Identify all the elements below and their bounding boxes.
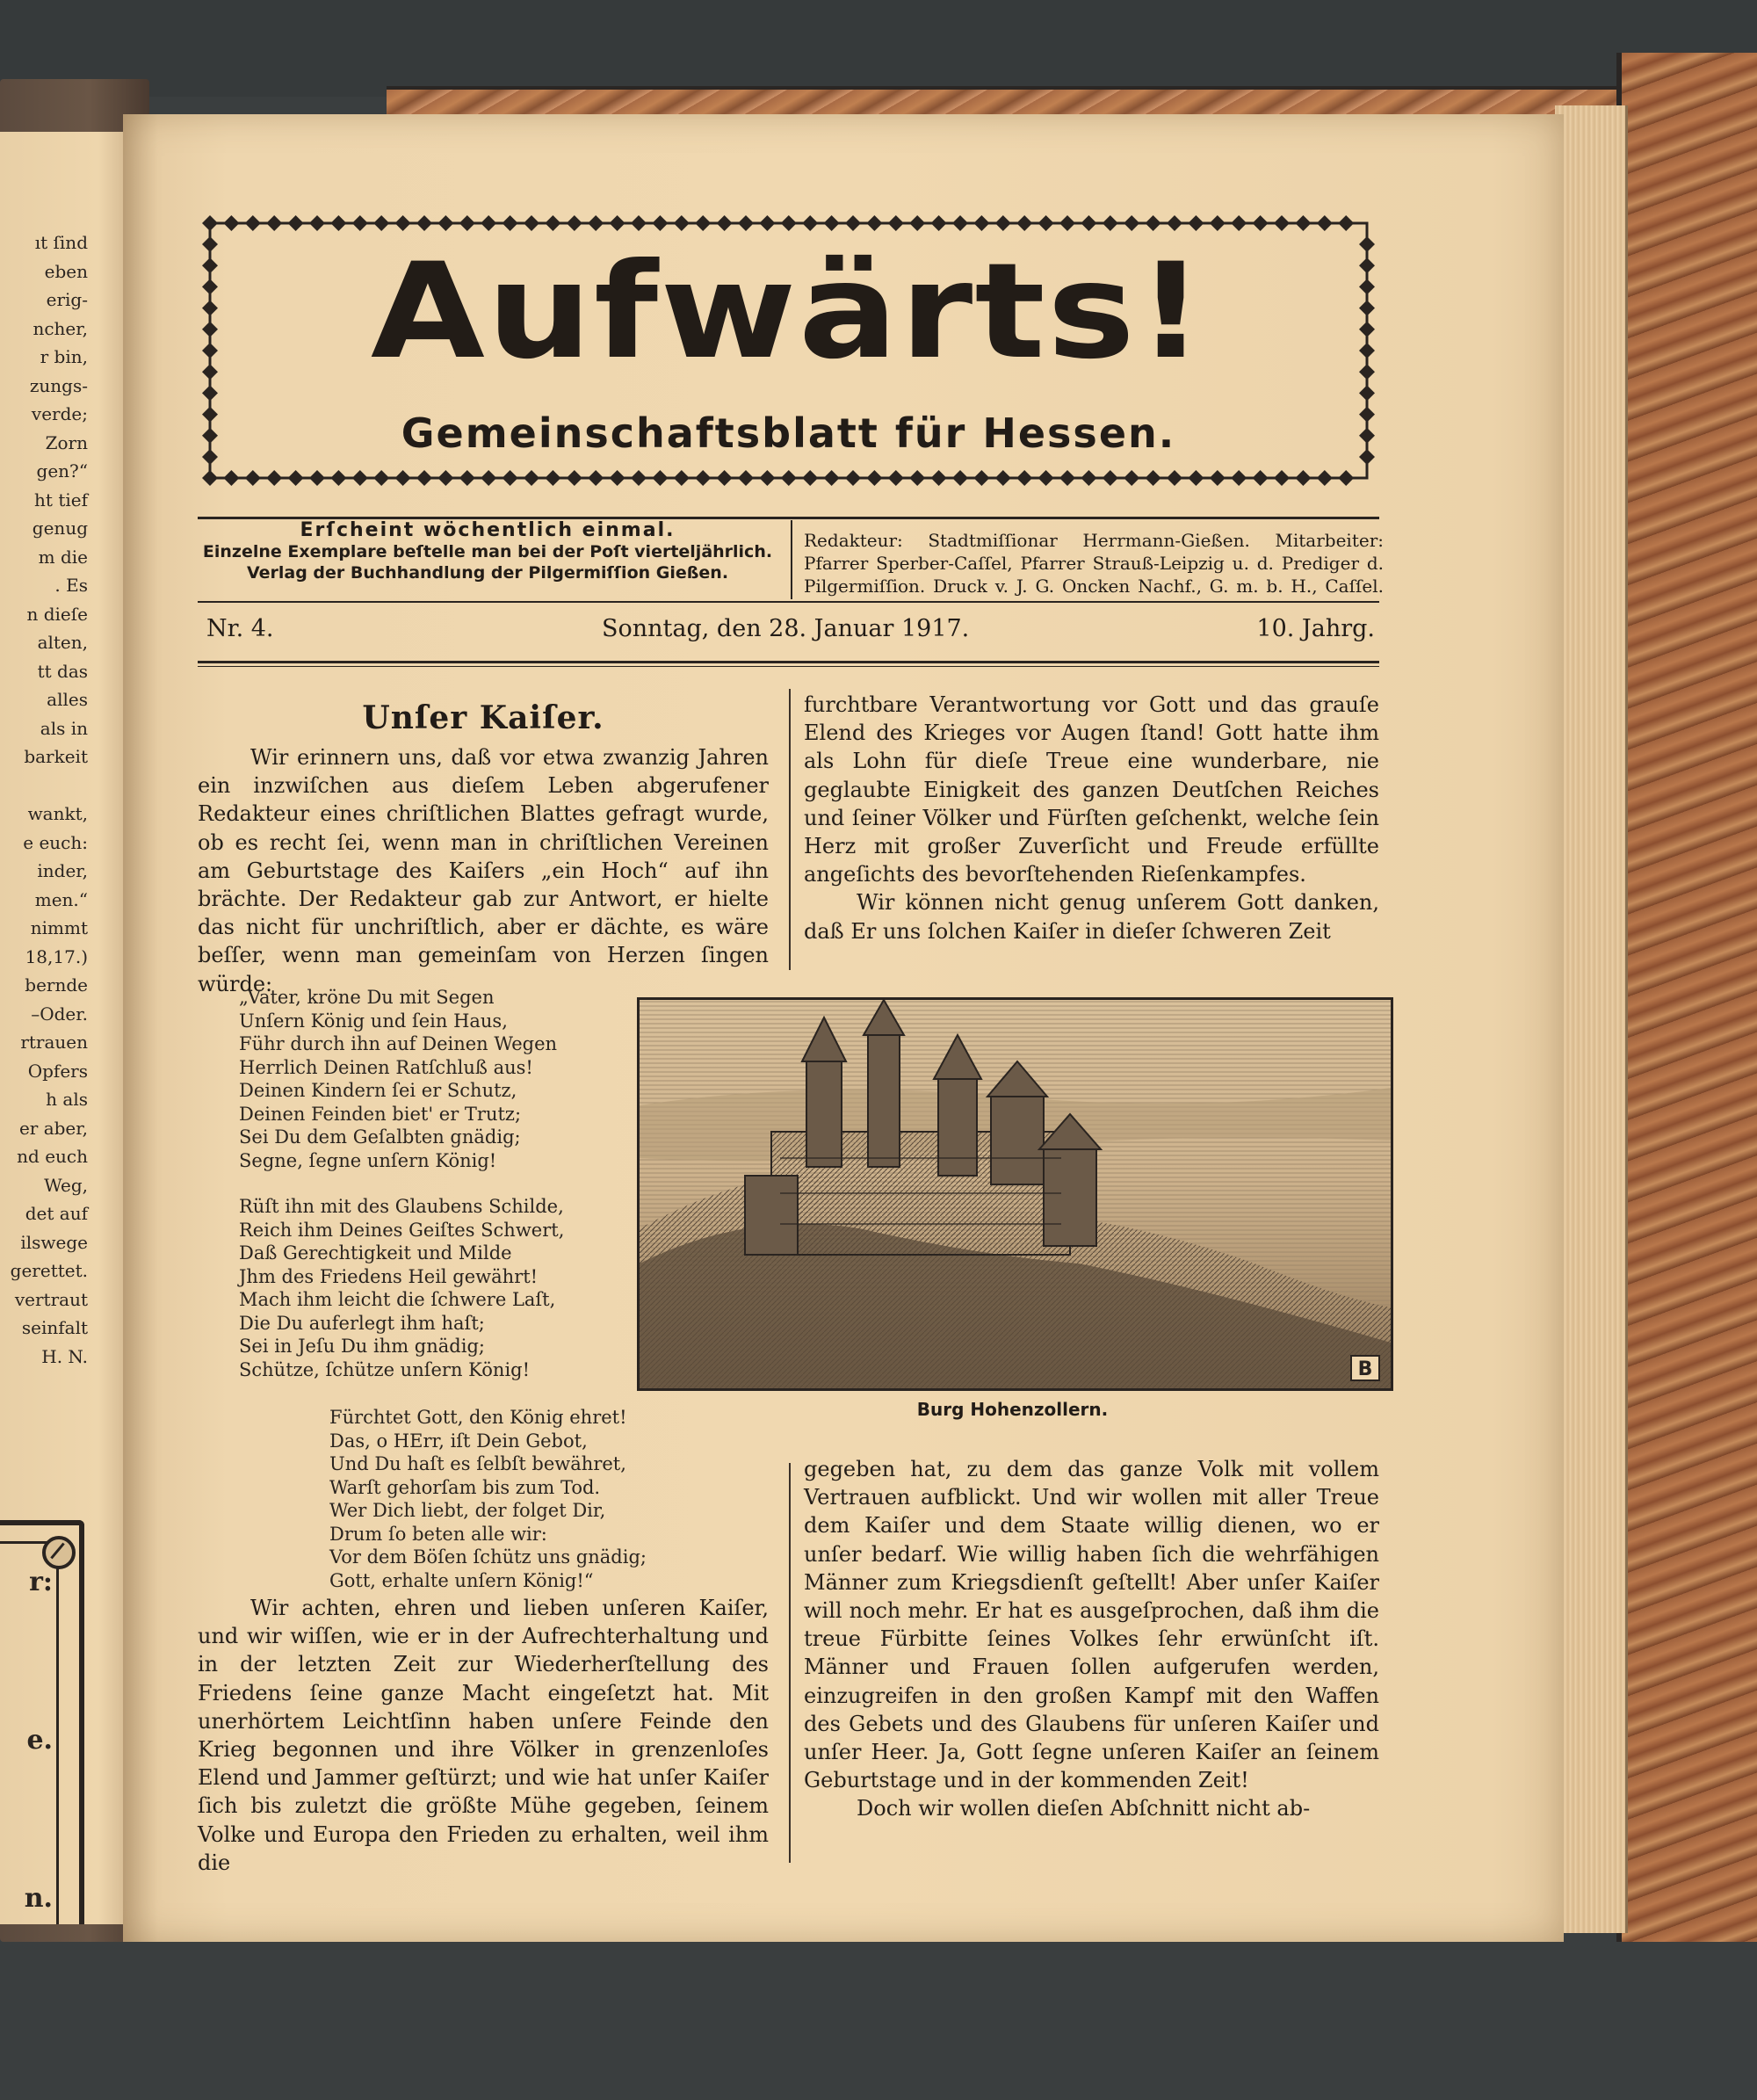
diamond-ornament (1317, 470, 1333, 486)
diamond-ornament (567, 470, 582, 486)
article-heading: Unſer Kaiſer. (362, 699, 604, 736)
diamond-ornament (717, 470, 733, 486)
diamond-ornament (695, 215, 711, 231)
diamond-ornament (952, 470, 968, 486)
diamond-ornament (1274, 470, 1290, 486)
diamond-ornament (759, 470, 775, 486)
diamond-ornament (1146, 470, 1161, 486)
diamond-ornament (652, 470, 668, 486)
diamond-ornament (866, 215, 882, 231)
diamond-ornament (524, 215, 539, 231)
diamond-ornament (545, 470, 560, 486)
diamond-ornament (1016, 470, 1032, 486)
diamond-ornament (631, 470, 647, 486)
article-paragraph-2: Wir achten, ehren und lieben unſeren Kaiſer, und wir wiſſen, wie er in der Aufrechterhaltung und in der letzten Zeit zur Wiederherſtellung des Friedens ſeine ganze Macht eingeſetzt hat. Mit unerhörtem Leichtſinn haben unſere Feinde den Krieg begonnen und ihre Völker in grenzenloſes Elend und Jammer geſtürzt; und wie hat unſer Kaiſer ſich bis zuletzt die größte Mühe gegeben, ſeinem Volke und Europa den Frieden zu erhalten, weil ihm die (198, 1596, 769, 1875)
info-printer: Pilgermiſſion. Druck v. J. G. Oncken Nachf., G. m. b. H., Caſſel. (804, 576, 1384, 597)
diamond-ornament (202, 385, 218, 401)
diamond-ornament (973, 215, 989, 231)
diamond-ornament (802, 215, 818, 231)
diamond-ornament (845, 215, 861, 231)
diamond-ornament (1124, 215, 1139, 231)
diamond-ornament (952, 215, 968, 231)
diamond-ornament (352, 215, 368, 231)
article-paragraph-3: furchtbare Verantwortung vor Gott und das grauſe Elend des Krieges vor Augen ſtand! Gott hatte ihm als Lohn für dieſe Treue eine wunderbare, nie geglaubte Einigkeit des ganzen Deutſchen Reiches und ſeiner Völker und Fürſten geſchenkt, welche ſein Herz mit großer Zuverſicht und Freude erfüllte angeſichts des bevorſtehenden Rieſenkampfes. Wir können nicht genug unſerem Gott danken, daß Er uns ſolchen Kaiſer in dieſer ſchweren Zeit (804, 692, 1379, 944)
diamond-ornament (309, 470, 325, 486)
diamond-ornament (352, 470, 368, 486)
masthead (198, 211, 1379, 490)
diamond-ornament (845, 470, 861, 486)
editor-info (804, 529, 1384, 597)
poem-stanza-3: Fürchtet Gott, den König ehret! Das, o HErr, iſt Dein Gebot, Und Du haſt es ſelbſt bewähret, Warſt gehorſam bis zum Tod. Wer Dich liebt, der folget Dir, Drum ſo beten alle wir: Vor dem Böſen ſchütz uns gnädig; Gott, erhalte unſern König!“ (329, 1407, 647, 1591)
castle-illustration (637, 997, 1393, 1391)
diamond-ornament (202, 470, 218, 486)
publication-info (198, 520, 777, 583)
diamond-ornament (1167, 470, 1182, 486)
issue-number: Nr. 4. (206, 615, 274, 642)
diamond-ornament (588, 215, 604, 231)
diamond-ornament (266, 470, 282, 486)
diamond-ornament (1103, 470, 1118, 486)
diamond-ornament (781, 215, 797, 231)
diamond-ornament (995, 470, 1011, 486)
diamond-ornament (437, 215, 453, 231)
masthead-title: Aufwärts! (370, 235, 1207, 388)
article-paragraph-4: gegeben hat, zu dem das ganze Volk mit vollem Vertrauen aufblickt. Und wir wollen mit aller Treue dem Kaiſer und dem Staate willig dienen, wo er unſer bedarf. Wie willig haben ſich die wehrfähigen Männer zum Kriegsdienſt geſtellt! Aber unſer Kaiſer will noch mehr. Er hat es ausgeſprochen, daß ihm die treue Fürbitte ſeines Volkes ſehr erwünſcht iſt. Männer und Frauen ſollen aufgerufen werden, einzugreifen in den großen Kampf mit den Waffen des Gebets und des Glaubens für unſeren Kaiſer und unſer Heer. Ja, Gott ſegne unſeren Kaiſer an ſeinem Geburtstage und in der kommenden Zeit! Doch wir wollen dieſen Abſchnitt nicht ab- (804, 1457, 1379, 1821)
left-page-text: ıt ſind eben erig- ncher, r bin, zungs- verde; Zorn gen?“ ht tief genug m die . Es n dieſe alten, tt das alles als in barkeit wankt, e euch: inder, men.“ nimmt 18,17.) bernde –Oder. rtrauen Opfers h als er aber, nd euch Weg, det auf ilswege gerettet. vertraut seinfalt H. N. (10, 232, 88, 1367)
diamond-ornament (1210, 215, 1226, 231)
diamond-ornament (824, 470, 840, 486)
diamond-ornament (824, 215, 840, 231)
diamond-ornament (1231, 215, 1247, 231)
diamond-ornament (1253, 470, 1269, 486)
masthead-subtitle: Gemeinschaftsblatt für Hessen. (401, 409, 1176, 457)
diamond-ornament (631, 215, 647, 231)
diamond-ornament (1210, 470, 1226, 486)
diamond-ornament (888, 470, 904, 486)
diamond-ornament (288, 215, 304, 231)
diamond-ornament (1103, 215, 1118, 231)
diamond-ornament (1338, 215, 1354, 231)
diamond-ornament (395, 470, 411, 486)
diamond-ornament (909, 470, 925, 486)
left-frame-text: r: e. n. (24, 1567, 53, 1914)
diamond-ornament (373, 215, 389, 231)
page-edges (1555, 105, 1628, 1933)
diamond-ornament (1081, 215, 1096, 231)
diamond-ornament (1016, 215, 1032, 231)
diamond-ornament (503, 215, 518, 231)
diamond-ornament (1231, 470, 1247, 486)
diamond-ornament (802, 470, 818, 486)
diamond-ornament (1317, 215, 1333, 231)
diamond-ornament (245, 215, 261, 231)
diamond-ornament (1253, 215, 1269, 231)
diamond-ornament (781, 470, 797, 486)
diamond-ornament (416, 215, 432, 231)
diamond-ornament (738, 215, 754, 231)
diamond-ornament (717, 215, 733, 231)
info-publisher: Verlag der Buchhandlung der Pilgermiſſion Gießen. (246, 563, 729, 583)
diamond-ornament (610, 470, 625, 486)
diamond-ornament (288, 470, 304, 486)
diamond-ornament (1059, 470, 1075, 486)
poem-stanza-1: „Vater, kröne Du mit Segen Unſern König und ſein Haus, Führ durch ihn auf Deinen Wegen Herrlich Deinen Ratſchluß aus! Deinen Kindern ſei er Schutz, Deinen Feinden biet' er Trutz; Sei Du dem Geſalbten gnädig; Segne, ſegne unſern König! (239, 987, 558, 1171)
diamond-ornament (1167, 215, 1182, 231)
diamond-ornament (245, 470, 261, 486)
divider (198, 601, 1379, 603)
diamond-ornament (909, 215, 925, 231)
book-cover-right (1616, 53, 1757, 1942)
diamond-ornament (416, 470, 432, 486)
left-page-ornament-frame (0, 1520, 84, 1924)
diamond-ornament (1295, 215, 1311, 231)
diamond-ornament (481, 470, 496, 486)
diamond-ornament (395, 215, 411, 231)
column-rule (789, 1463, 791, 1863)
diamond-ornament (567, 215, 582, 231)
diamond-ornament (674, 215, 690, 231)
diamond-ornament (995, 215, 1011, 231)
diamond-ornament (652, 215, 668, 231)
diamond-ornament (437, 470, 453, 486)
diamond-ornament (1338, 470, 1354, 486)
article-paragraph-1: Wir erinnern uns, daß vor etwa zwanzig Jahren ein inzwiſchen aus dieſem Leben abgerufener Redakteur eines chriſtlichen Blattes gefragt wurde, ob es recht ſei, wenn man in chriſtlichen Vereinen am Geburtstage des Kaiſers „ein Hoch“ auf ihn brächte. Der Redakteur gab zur Antwort, er hielte das nicht für unchriſtlich, aber er dächte, es wäre beſſer, wenn man gemeinſam von Herzen ſingen würde: (198, 745, 769, 996)
castle-engraving (640, 1000, 1391, 1388)
diamond-ornament (1038, 470, 1054, 486)
diamond-ornament (588, 470, 604, 486)
diamond-ornament (866, 470, 882, 486)
diamond-ornament (1146, 215, 1161, 231)
artist-mark: B (1357, 1358, 1373, 1380)
diamond-ornament (481, 215, 496, 231)
diamond-ornament (695, 470, 711, 486)
info-frequency: Erſcheint wöchentlich einmal. (300, 519, 676, 541)
diamond-ornament (674, 470, 690, 486)
diamond-ornament (931, 470, 947, 486)
info-editor: Redakteur: Stadtmiſſionar Herrmann-Gießen. Mitarbeiter: (804, 530, 1384, 551)
diamond-ornament (1274, 215, 1290, 231)
left-page (0, 132, 141, 1924)
diamond-ornament (202, 215, 218, 231)
diamond-ornament (738, 470, 754, 486)
divider (791, 520, 792, 599)
divider (198, 661, 1379, 663)
diamond-ornament (266, 215, 282, 231)
diamond-ornament (931, 215, 947, 231)
diamond-ornament (545, 215, 560, 231)
poem-stanza-2: Rüſt ihn mit des Glaubens Schilde, Reich ihm Deines Geiſtes Schwert, Daß Gerechtigkeit und Milde Jhm des Friedens Heil gewährt! Mach ihm leicht die ſchwere Laſt, Die Du auferlegt ihm haſt; Sei in Jeſu Du ihm gnädig; Schütze, ſchütze unſern König! (239, 1196, 565, 1380)
diamond-ornament (1059, 215, 1075, 231)
diamond-ornament (330, 215, 346, 231)
info-contributors: Pfarrer Sperber-Caſſel, Pfarrer Strauß-Leipzig u. d. Prediger d. (804, 553, 1384, 574)
scan-background (0, 0, 1757, 97)
diamond-ornament (973, 470, 989, 486)
diamond-ornament (330, 470, 346, 486)
diamond-ornament (759, 215, 775, 231)
diamond-ornament (309, 215, 325, 231)
illustration-caption: Burg Hohenzollern. (916, 1399, 1109, 1420)
diamond-ornament (503, 470, 518, 486)
divider (198, 666, 1379, 667)
diamond-ornament (1188, 470, 1204, 486)
diamond-ornament (373, 470, 389, 486)
issue-year: 10. Jahrg. (1256, 615, 1375, 642)
diamond-ornament (1081, 470, 1096, 486)
diamond-ornament (1359, 385, 1375, 401)
diamond-ornament (459, 215, 475, 231)
diamond-ornament (1295, 470, 1311, 486)
issue-date: Sonntag, den 28. Januar 1917. (602, 615, 970, 642)
diamond-ornament (888, 215, 904, 231)
diamond-ornament (524, 470, 539, 486)
diamond-ornament (1188, 215, 1204, 231)
info-ordering: Einzelne Exemplare beſtelle man bei der Poſt vierteljährlich. (202, 542, 773, 561)
diamond-ornament (223, 215, 239, 231)
diamond-ornament (459, 470, 475, 486)
diamond-ornament (1038, 215, 1054, 231)
diamond-ornament (1124, 470, 1139, 486)
column-rule (789, 689, 791, 970)
diamond-ornament (610, 215, 625, 231)
diamond-ornament (223, 470, 239, 486)
